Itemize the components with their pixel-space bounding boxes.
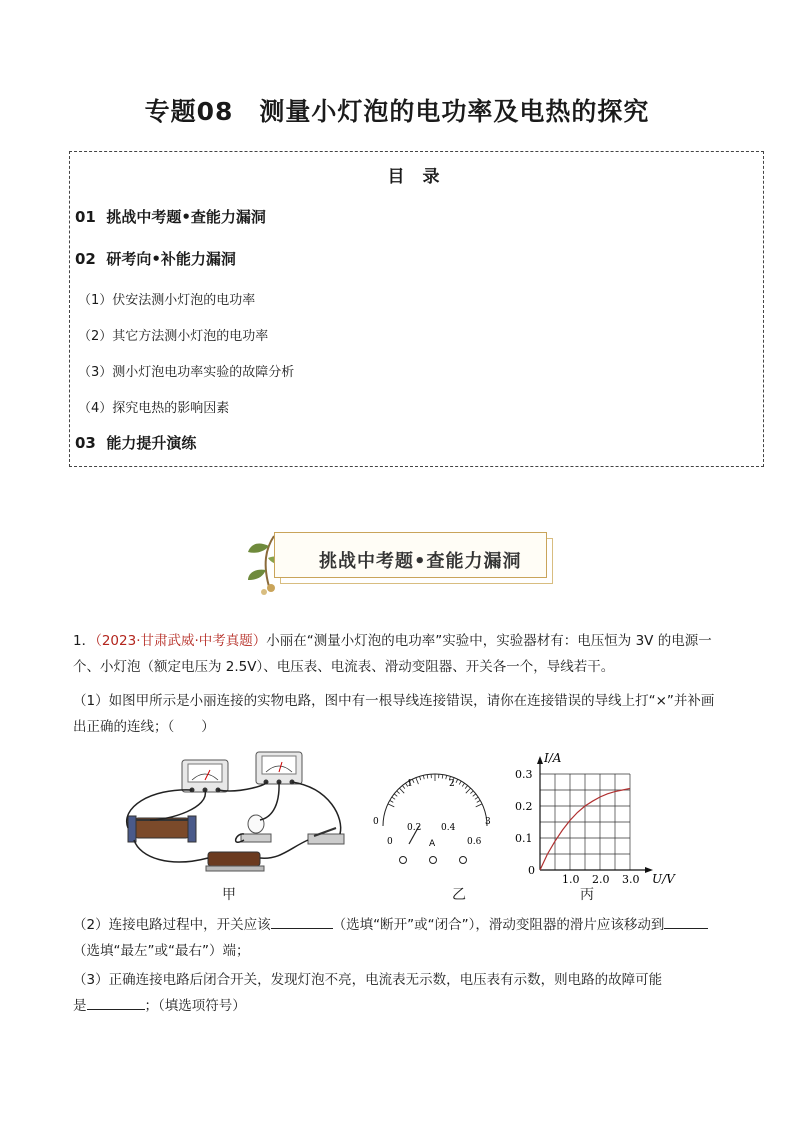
y-axis-arrow	[537, 756, 543, 764]
dial-tick	[420, 776, 421, 780]
dial-tick	[390, 800, 393, 802]
toc-section-text: 研考向•补能力漏洞	[106, 250, 236, 268]
y-tick-label: 0.1	[515, 832, 533, 845]
iu-chart	[500, 748, 690, 893]
toc-section-02[interactable]	[75, 248, 236, 269]
dial-tick	[459, 781, 461, 784]
answer-blank[interactable]	[271, 914, 333, 929]
toc-section-03[interactable]	[75, 432, 196, 453]
toc-heading: 目 录	[387, 167, 446, 187]
dial-tick	[388, 804, 394, 807]
dial-tick	[423, 775, 424, 779]
dial-tick	[394, 794, 397, 796]
dial-tick	[397, 791, 400, 794]
x-tick-label: 1.0	[562, 873, 580, 886]
dial-bottom-label: 0.6	[467, 837, 482, 847]
part-3-text-a: （3）正确连接电路后闭合开关，发现灯泡不亮，电流表无示数，电压表有示数，则电路的故障可能	[73, 972, 663, 988]
dial-tick	[456, 779, 458, 783]
y-axis-label: I/A	[544, 751, 562, 765]
part-1-line1: （1）如图甲所示是小丽连接的实物电路，图中有一根导线连接错误，请你在连接错误的导线上打“×”并补画	[73, 693, 715, 709]
dial-tick	[392, 797, 395, 799]
dial-tick	[473, 794, 476, 796]
dial-tick	[466, 788, 471, 793]
x-axis-label: U/V	[652, 872, 675, 886]
dial-tick	[399, 788, 404, 793]
ammeter-diagram-yi	[365, 748, 505, 888]
answer-blank[interactable]	[87, 995, 145, 1010]
answer-blank[interactable]	[664, 914, 708, 929]
part-1-line2: 出正确的连线；（ ）	[73, 719, 215, 735]
toc-section-text: 挑战中考题•查能力漏洞	[106, 208, 266, 226]
figures-row	[110, 748, 690, 908]
part-3-text-c: ；（填选项符号）	[144, 998, 246, 1014]
toc-subitem[interactable]: （2）其它方法测小灯泡的电功率	[78, 329, 269, 344]
question-1-part-2	[73, 912, 725, 964]
banner-frame	[274, 532, 547, 578]
toc-subitem[interactable]: （1）伏安法测小灯泡的电功率	[78, 293, 256, 308]
toc-section-text: 能力提升演练	[106, 434, 197, 452]
dial-tick	[475, 797, 478, 799]
dial-bottom-label: 0.2	[407, 823, 422, 833]
dial-tick	[416, 778, 419, 785]
figure-label-bing: 丙	[580, 887, 594, 903]
page-title: 专题08 测量小灯泡的电功率及电热的探究	[144, 97, 650, 126]
x-tick-label: 3.0	[622, 873, 640, 886]
question-stem-line1: 小丽在“测量小灯泡的电功率”实验中，实验器材有：电压恒为 3V 的电源一	[266, 633, 712, 649]
question-source: （2023·甘肃武威·中考真题）	[95, 633, 267, 649]
y-tick-label: 0.2	[515, 800, 533, 813]
toc-section-num: 01	[75, 208, 96, 226]
dial-tick	[427, 775, 428, 779]
part-2-text-c: （选填“最左”或“最右”）端；	[73, 943, 250, 959]
table-of-contents	[69, 151, 764, 467]
dial-tick	[476, 804, 482, 807]
y-tick-label: 0.3	[515, 768, 533, 781]
dial-tick	[442, 775, 443, 779]
toc-subitem[interactable]: （4）探究电热的影响因素	[78, 401, 230, 416]
toc-section-num: 03	[75, 434, 96, 452]
part-3-text-b: 是	[73, 998, 87, 1014]
question-1-part-1	[73, 688, 725, 740]
toc-subitem[interactable]: （3）测小灯泡电功率实验的故障分析	[78, 365, 295, 380]
dial-tick	[465, 786, 468, 789]
dial-top-label: 3	[485, 817, 491, 827]
figure-label-jia: 甲	[222, 887, 236, 903]
dial-unit: A	[429, 839, 436, 849]
part-2-text-a: （2）连接电路过程中，开关应该	[73, 917, 271, 933]
question-1-stem	[73, 628, 725, 680]
dial-top-label: 1	[407, 779, 413, 789]
origin-label: 0	[528, 864, 535, 877]
banner-title: 挑战中考题•查能力漏洞	[319, 551, 522, 572]
figure-label-yi: 乙	[452, 887, 466, 903]
dial-top-label: 0	[373, 817, 379, 827]
toc-section-num: 02	[75, 250, 96, 268]
dial-tick	[462, 783, 464, 786]
question-number: 1．	[73, 633, 96, 649]
x-tick-label: 2.0	[592, 873, 610, 886]
question-1-part-3	[73, 967, 725, 1019]
toc-section-01[interactable]	[75, 206, 266, 227]
circuit-diagram-jia	[110, 748, 360, 888]
dial-tick	[477, 800, 480, 802]
dial-tick	[470, 791, 473, 794]
question-stem-line2: 个、小灯泡（额定电压为 2.5V）、电压表、电流表、滑动变阻器、开关各一个，导线若干。	[73, 659, 615, 675]
dial-bottom-label: 0	[387, 837, 393, 847]
dial-top-label: 2	[449, 779, 455, 789]
dial-tick	[402, 786, 405, 789]
dial-bottom-label: 0.4	[441, 823, 456, 833]
dial-tick	[446, 775, 447, 779]
part-2-text-b: （选填“断开”或“闭合”），滑动变阻器的滑片应该移动到	[332, 917, 665, 933]
section-banner	[244, 528, 554, 596]
